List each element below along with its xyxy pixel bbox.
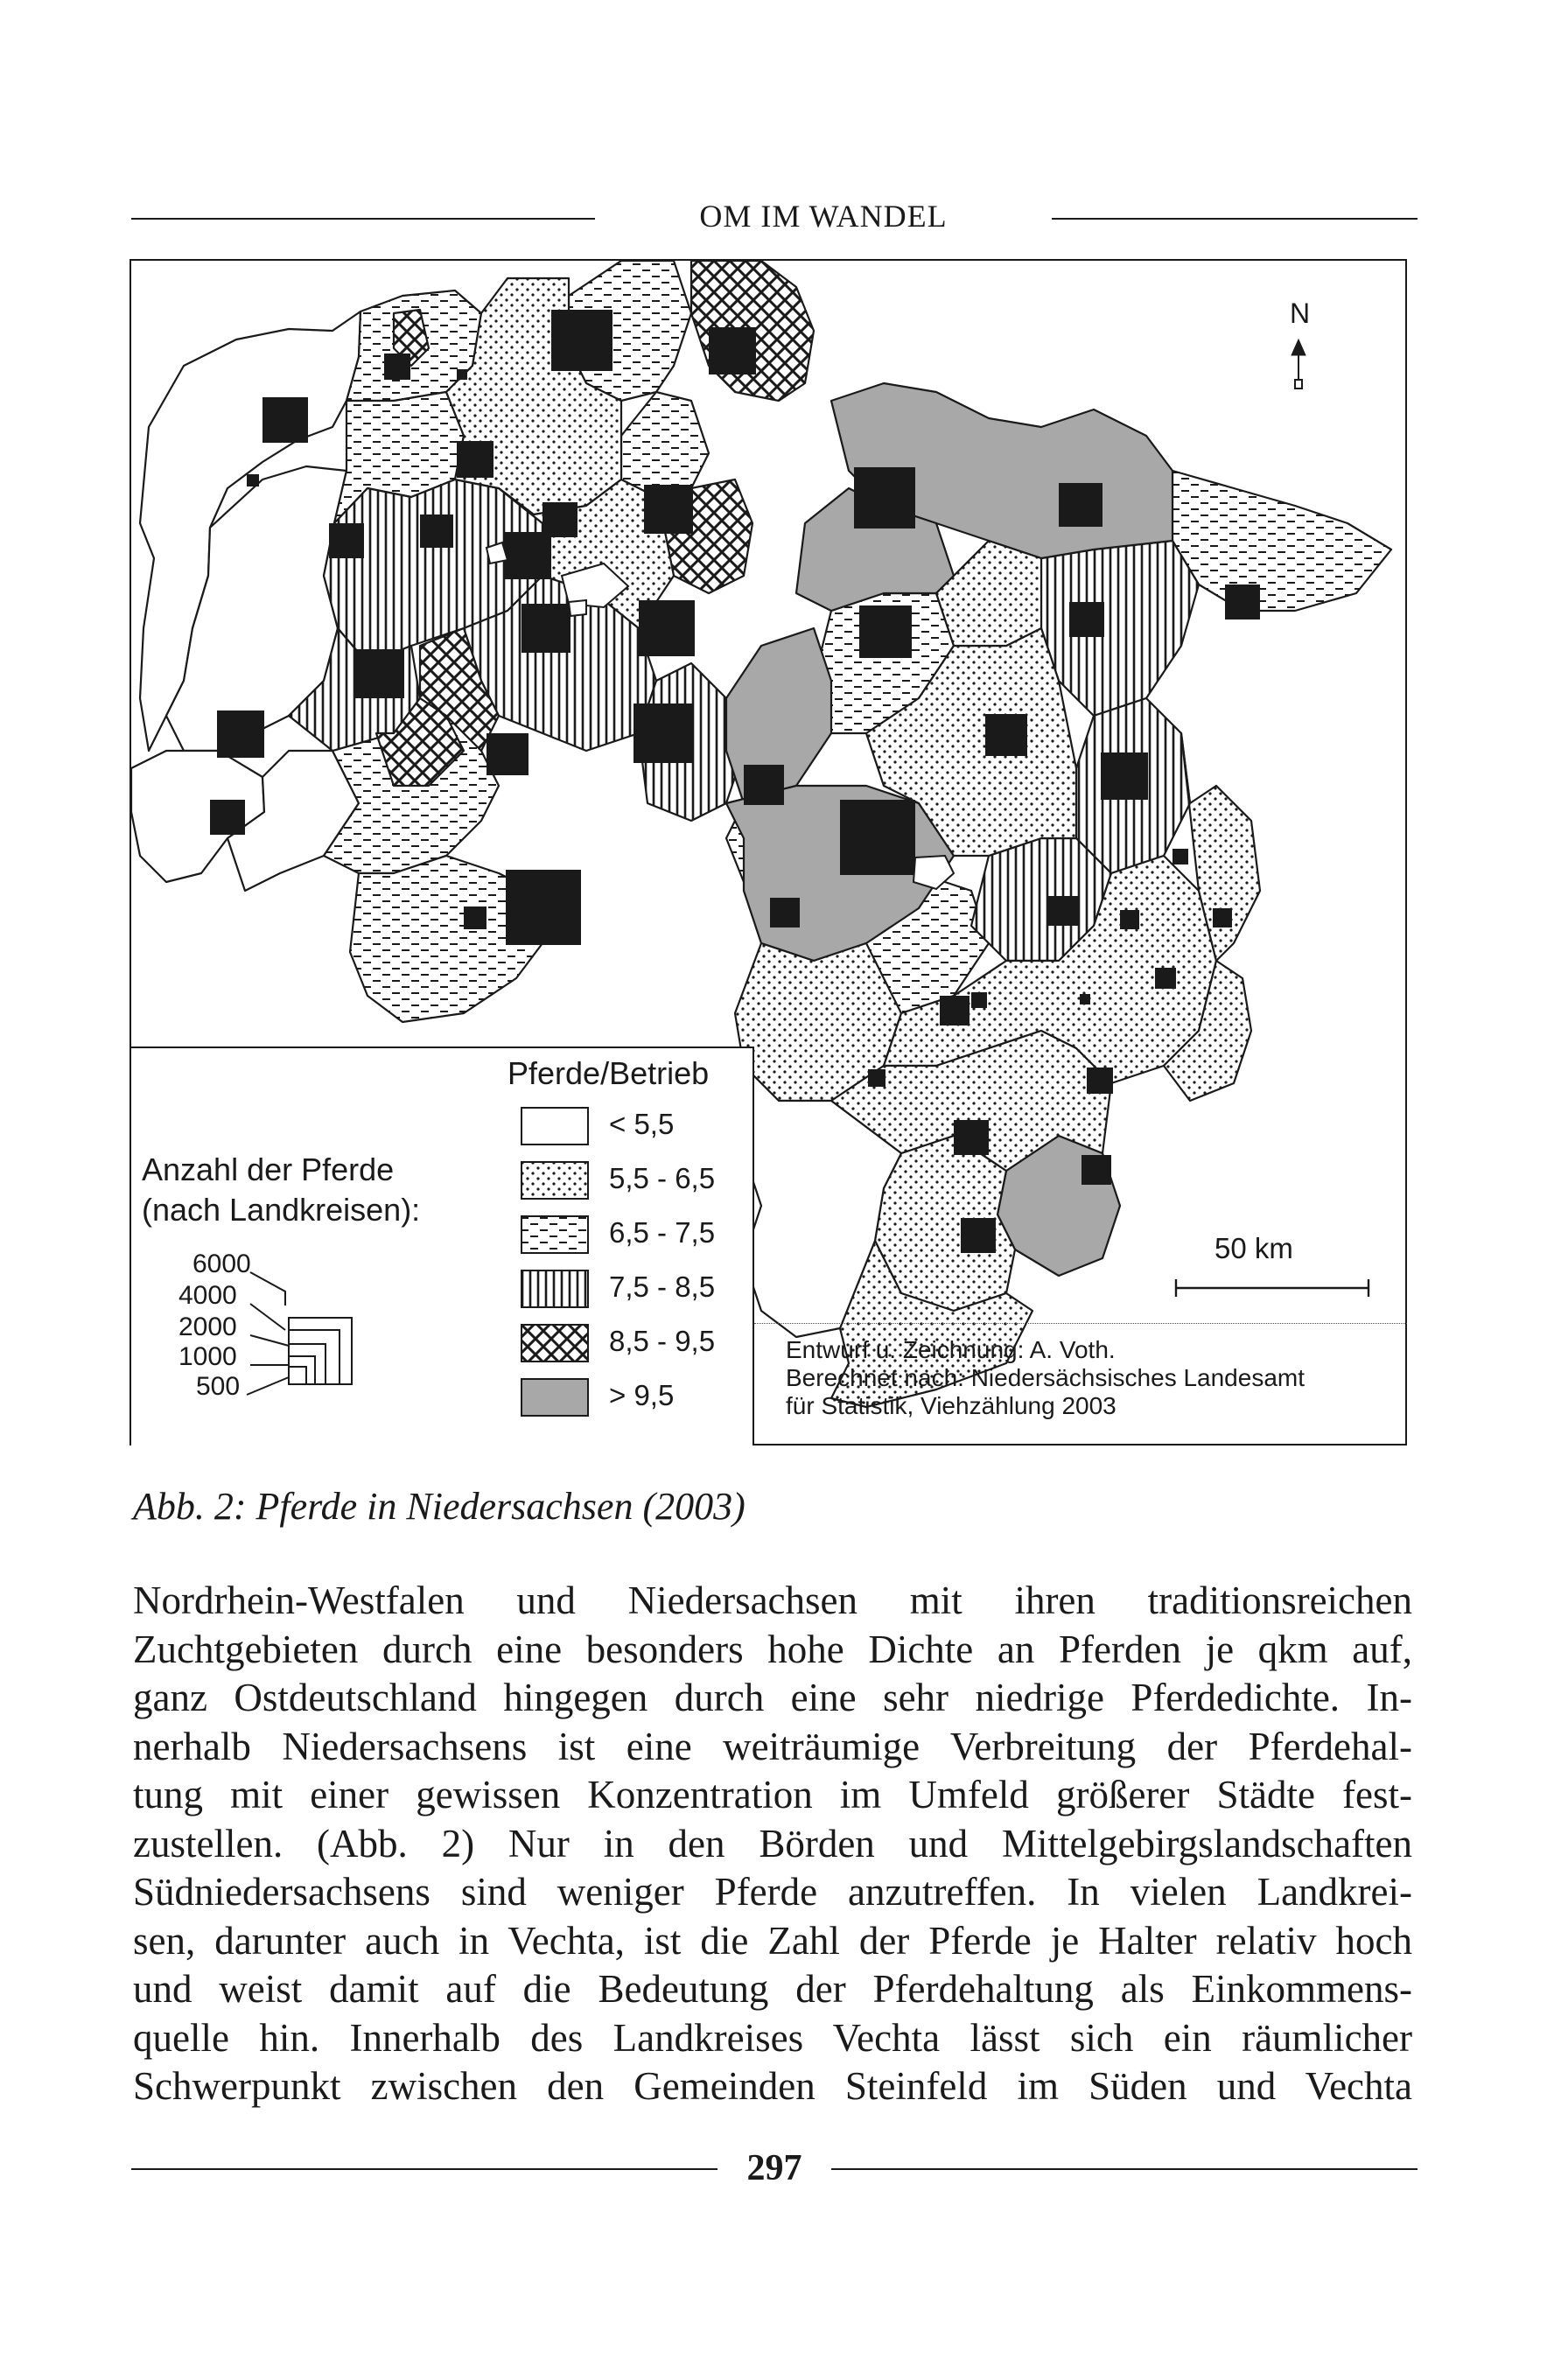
count-square bbox=[1120, 910, 1139, 929]
count-square bbox=[644, 485, 693, 534]
legend-label: 7,5 - 8,5 bbox=[609, 1270, 716, 1303]
body-paragraph bbox=[133, 1577, 1412, 2111]
count-square bbox=[1082, 1155, 1111, 1185]
count-legend bbox=[166, 1250, 411, 1442]
scale-label: 50 km bbox=[1214, 1232, 1293, 1264]
count-square bbox=[506, 870, 581, 945]
count-square bbox=[940, 996, 970, 1026]
count-square bbox=[971, 992, 987, 1008]
count-square bbox=[1213, 908, 1232, 928]
count-square bbox=[634, 704, 693, 763]
count-square-1000 bbox=[289, 1356, 315, 1384]
legend-swatch-vertical bbox=[522, 1270, 588, 1307]
count-square-6000 bbox=[289, 1318, 352, 1384]
count-square bbox=[1069, 602, 1104, 637]
legend-swatch-crosshatch bbox=[522, 1325, 588, 1362]
count-square bbox=[420, 514, 453, 548]
body-line: Südniedersachsens sind weniger Pferde anzutreffen. In vielen Landkrei- bbox=[133, 1870, 1412, 1914]
count-square bbox=[210, 800, 245, 835]
count-square bbox=[1080, 994, 1090, 1004]
legend-label: 6,5 - 7,5 bbox=[609, 1216, 716, 1249]
count-square bbox=[985, 714, 1027, 756]
legend-label: 5,5 - 6,5 bbox=[609, 1162, 716, 1194]
count-square bbox=[551, 310, 612, 371]
body-line: nerhalb Niedersachsens ist eine weiträumige Verbreitung der Pferdehal- bbox=[133, 1724, 1412, 1768]
count-square bbox=[464, 906, 486, 929]
count-legend-title bbox=[142, 1150, 420, 1230]
count-square bbox=[854, 467, 915, 528]
count-legend-value: 2000 bbox=[178, 1312, 237, 1341]
north-label-block bbox=[1278, 298, 1330, 394]
count-square bbox=[954, 1120, 989, 1155]
map-credits bbox=[754, 1323, 1407, 1446]
running-head-rule-right bbox=[1052, 218, 1418, 220]
credits-line: für Statistik, Viehzählung 2003 bbox=[786, 1392, 1116, 1419]
count-square bbox=[384, 354, 410, 380]
count-square bbox=[961, 1218, 996, 1253]
count-legend-value: 4000 bbox=[178, 1281, 237, 1310]
credits-line: Berechnet nach: Niedersächsisches Landesamt bbox=[786, 1364, 1306, 1391]
credits-line: Entwurf u. Zeichnung: A. Voth. bbox=[786, 1336, 1116, 1363]
count-legend-title-line1: Anzahl der Pferde bbox=[142, 1152, 395, 1187]
body-line: und weist damit auf die Bedeutung der Pferdehaltung als Einkommens- bbox=[133, 1967, 1412, 2011]
city-island bbox=[569, 600, 586, 616]
count-square bbox=[1087, 1068, 1113, 1094]
figure-caption: Abb. 2: Pferde in Niedersachsen (2003) bbox=[133, 1485, 746, 1528]
map-figure bbox=[130, 259, 1407, 1446]
count-square bbox=[457, 369, 467, 380]
count-square bbox=[522, 604, 570, 653]
footer-rule-right bbox=[831, 2168, 1418, 2170]
region-osterholz bbox=[621, 392, 709, 497]
north-label: N bbox=[1290, 298, 1311, 329]
legend-swatch-blank bbox=[522, 1108, 588, 1144]
count-square bbox=[859, 606, 912, 658]
count-square bbox=[1225, 584, 1260, 620]
count-square bbox=[868, 1069, 886, 1087]
count-square bbox=[504, 532, 551, 579]
count-square bbox=[770, 898, 800, 928]
count-legend-value: 500 bbox=[196, 1372, 241, 1401]
running-head-title: OM IM WANDEL bbox=[699, 199, 948, 234]
body-line: ganz Ostdeutschland hingegen durch eine sehr niedrige Pferdedichte. In- bbox=[133, 1676, 1412, 1719]
body-line: tung mit einer gewissen Konzentration im Umfeld größerer Städte fest- bbox=[133, 1773, 1412, 1816]
count-square bbox=[217, 710, 264, 758]
count-square bbox=[1048, 896, 1078, 926]
count-square bbox=[247, 474, 259, 486]
running-head bbox=[131, 194, 1418, 238]
legend-label: > 9,5 bbox=[609, 1379, 675, 1411]
legend-label: 8,5 - 9,5 bbox=[609, 1325, 716, 1357]
count-legend-title-line2: (nach Landkreisen): bbox=[142, 1192, 421, 1228]
legend-category-title: Pferde/Betrieb bbox=[508, 1055, 710, 1091]
count-legend-value: 1000 bbox=[178, 1342, 237, 1371]
body-line: sen, darunter auch in Vechta, ist die Zahl der Pferde je Halter relativ hoch bbox=[133, 1918, 1412, 1963]
running-head-rule-left bbox=[131, 218, 595, 220]
body-line: Nordrhein-Westfalen und Niedersachsen mit ihren traditionsreichen bbox=[133, 1578, 1412, 1622]
count-square bbox=[1155, 968, 1176, 989]
count-square bbox=[639, 600, 695, 656]
legend-swatch-dashes bbox=[522, 1216, 588, 1253]
count-square bbox=[355, 649, 404, 698]
count-square bbox=[1172, 849, 1188, 864]
count-square bbox=[840, 800, 915, 875]
region-lueneburg bbox=[1172, 471, 1391, 611]
count-square bbox=[709, 327, 756, 374]
body-line: Schwerpunkt zwischen den Gemeinden Steinfeld im Süden und Vechta bbox=[133, 2064, 1412, 2108]
page-footer bbox=[131, 2142, 1418, 2194]
legend-swatch-dots bbox=[522, 1162, 588, 1199]
body-line: zustellen. (Abb. 2) Nur in den Börden und Mittelgebirgslandschaften bbox=[133, 1821, 1412, 1866]
map-legend bbox=[131, 1046, 754, 1446]
count-square bbox=[744, 765, 784, 805]
count-square-500 bbox=[289, 1367, 306, 1384]
count-square bbox=[457, 441, 494, 478]
count-square bbox=[1101, 752, 1148, 800]
legend-swatch-grey bbox=[522, 1379, 588, 1416]
legend-label: < 5,5 bbox=[609, 1108, 675, 1140]
count-legend-value: 6000 bbox=[192, 1250, 251, 1278]
count-legend-squares bbox=[166, 1250, 411, 1424]
page-number: 297 bbox=[746, 2148, 802, 2188]
body-line: Zuchtgebieten durch eine besonders hohe Dichte an Pferden je qkm auf, bbox=[133, 1627, 1412, 1671]
region-peine bbox=[936, 541, 1041, 646]
scale-block bbox=[1164, 1232, 1374, 1302]
count-square bbox=[1059, 483, 1102, 527]
region-gifhorn bbox=[1041, 541, 1199, 716]
footer-rule-left bbox=[131, 2168, 718, 2170]
count-square bbox=[262, 397, 308, 443]
count-square bbox=[486, 733, 528, 775]
body-line: quelle hin. Innerhalb des Landkreises Vechta lässt sich ein räumlicher bbox=[133, 2015, 1412, 2060]
count-square bbox=[329, 523, 364, 558]
